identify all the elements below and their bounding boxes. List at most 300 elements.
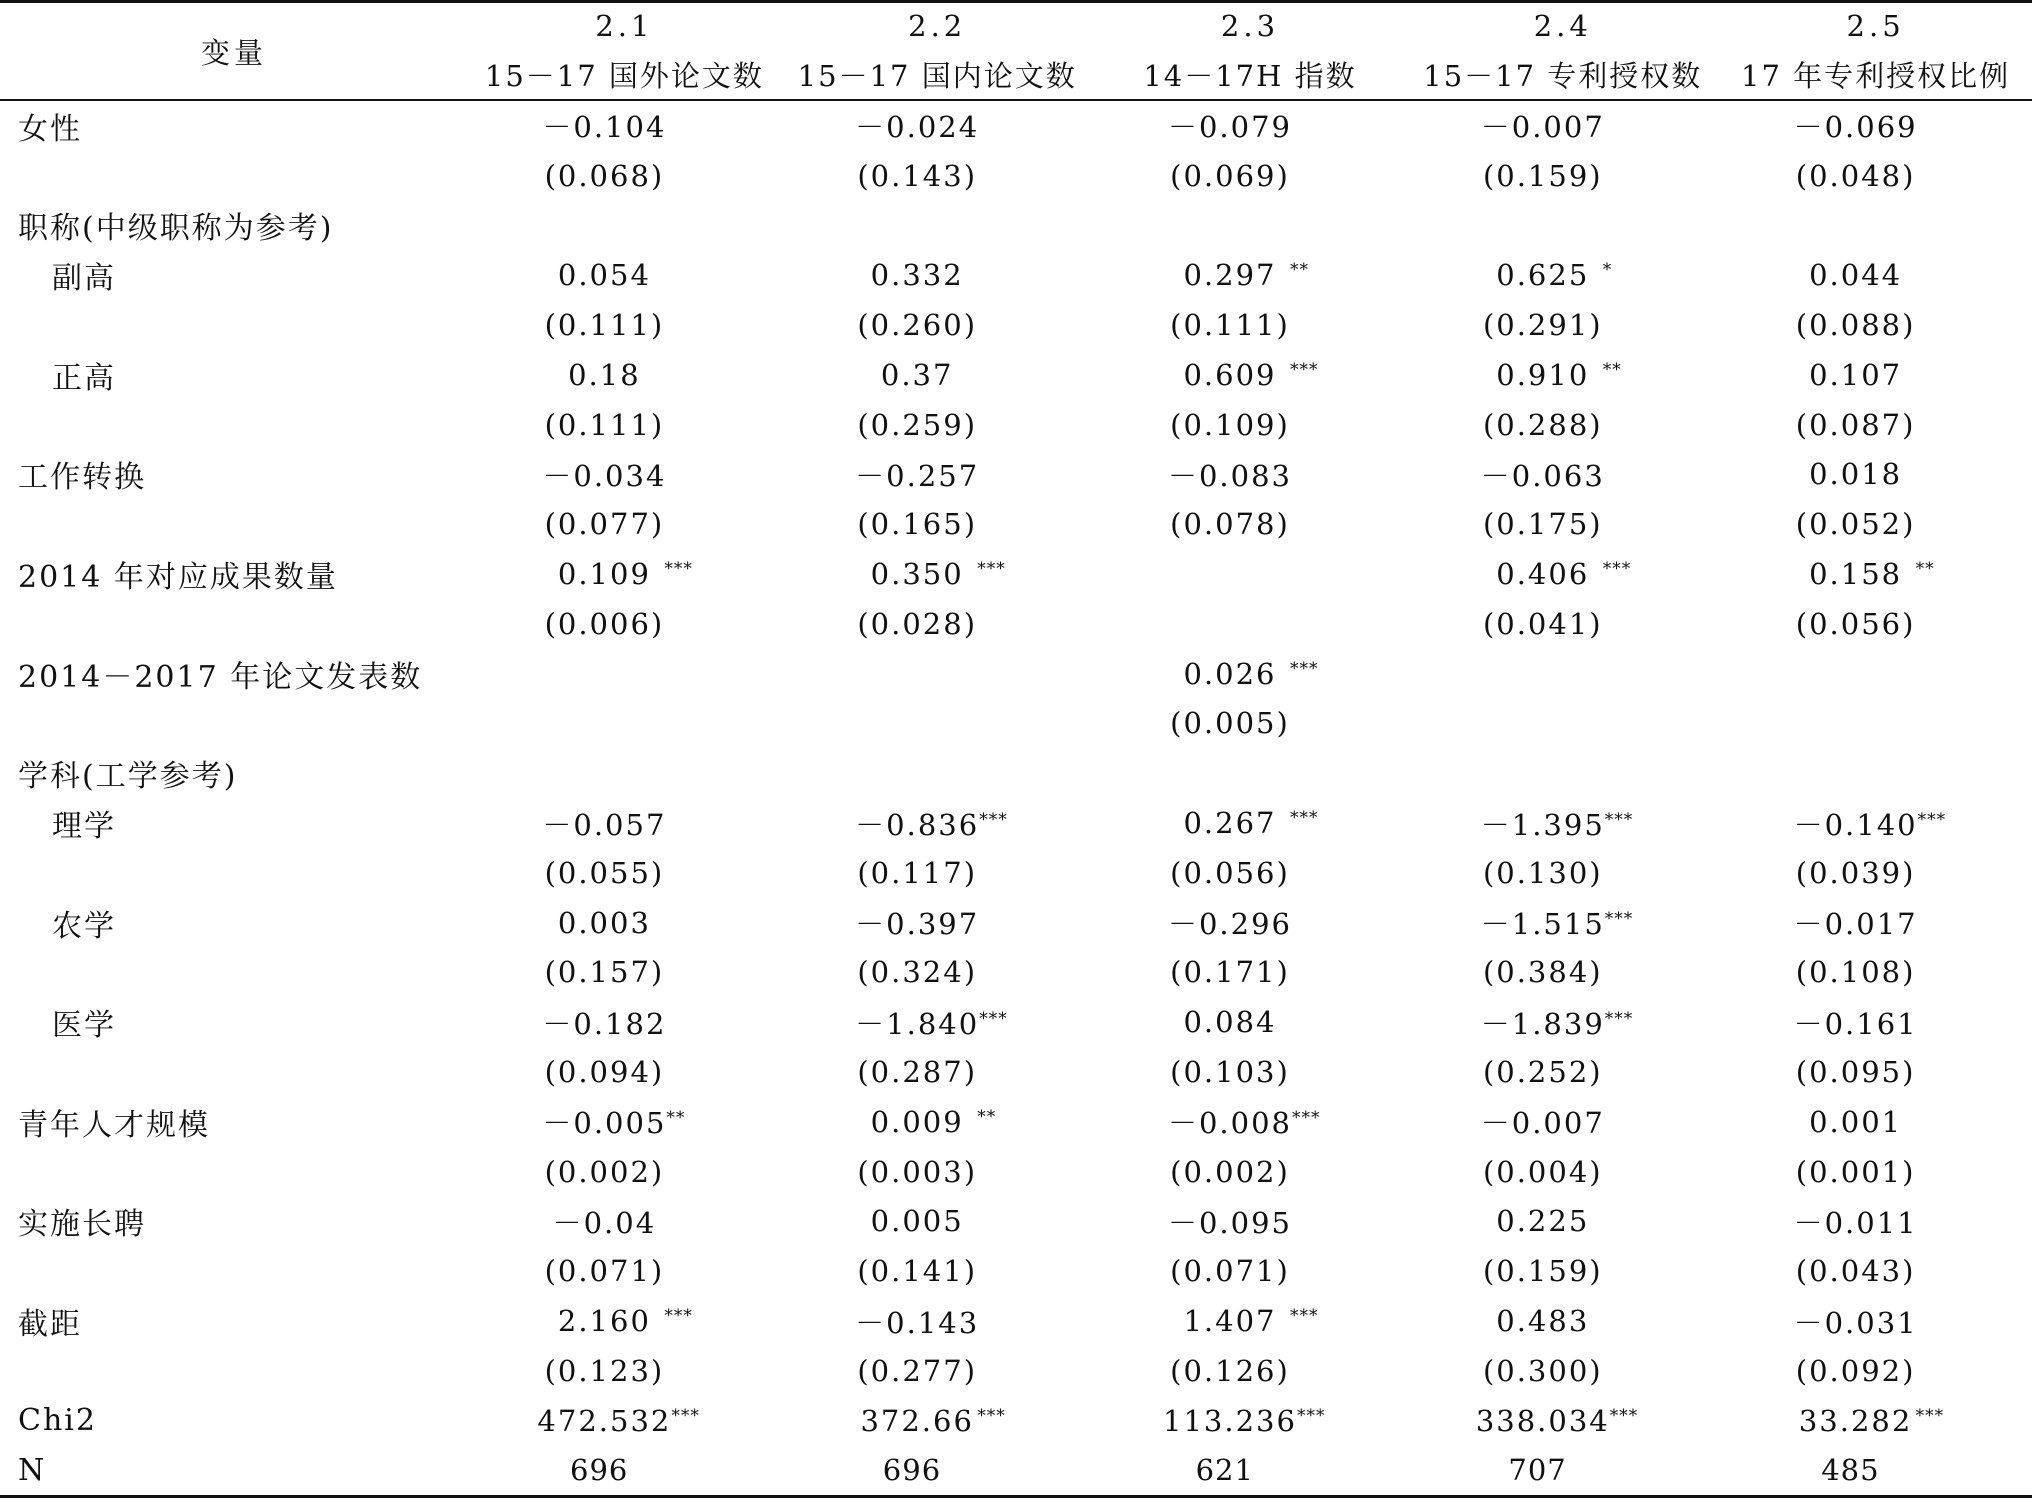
table-row (0, 1296, 2032, 1346)
cell (1094, 649, 1407, 699)
cell-value: (0.068) (544, 158, 665, 193)
cell (781, 1197, 1094, 1247)
cell-value: －0.024 (855, 110, 980, 145)
cell-value: 0.005 (870, 1204, 964, 1239)
cell-value: 0.054 (557, 258, 651, 293)
cell (1406, 350, 1719, 400)
cell (468, 898, 781, 948)
cell-value: 0.084 (1183, 1005, 1277, 1040)
cell (781, 549, 1094, 599)
cell (1094, 1246, 1407, 1296)
cell (1094, 100, 1407, 151)
significance-stars: *** (1289, 1306, 1319, 1327)
table-row (0, 1346, 2032, 1396)
cell-value: (0.088) (1795, 308, 1916, 343)
cell (781, 450, 1094, 500)
cell (1719, 1246, 2032, 1296)
cell (1406, 948, 1719, 998)
cell (1719, 649, 2032, 699)
cell (1406, 1147, 1719, 1197)
significance-stars: *** (1604, 909, 1634, 930)
cell-value: (0.039) (1795, 855, 1916, 890)
cell (1406, 599, 1719, 649)
cell (468, 151, 781, 201)
significance-stars: ** (1289, 260, 1309, 281)
cell-value: －0.04 (552, 1205, 657, 1240)
cell-value: －0.836 (855, 807, 980, 842)
cell (1094, 948, 1407, 998)
cell (1094, 848, 1407, 898)
table-row (0, 300, 2032, 350)
cell-value: (0.069) (1170, 158, 1290, 193)
table-row (0, 898, 2032, 948)
cell (1406, 748, 1719, 798)
cell (781, 649, 1094, 699)
row-label: 2014 年对应成果数量 (18, 560, 338, 596)
cell-value: (0.111) (544, 308, 665, 343)
cell-value: －0.031 (1793, 1305, 1918, 1340)
row-label: 实施长聘 (18, 1207, 146, 1243)
cell-value: (0.252) (1482, 1055, 1603, 1090)
cell (781, 997, 1094, 1047)
cell-value: 0.332 (870, 258, 964, 293)
table-row (0, 599, 2032, 649)
cell (468, 250, 781, 300)
column-label: 17 年专利授权比例 (1719, 49, 2032, 100)
cell-value: (0.130) (1482, 855, 1603, 890)
cell (1094, 898, 1407, 948)
cell (781, 898, 1094, 948)
n-cell: 621 (1094, 1446, 1407, 1497)
table-row (0, 499, 2032, 549)
significance-stars: *** (979, 809, 1008, 830)
cell (1406, 1346, 1719, 1396)
significance-stars: *** (671, 1405, 700, 1426)
cell (1719, 1047, 2032, 1097)
cell-value: －0.182 (542, 1006, 667, 1041)
cell (468, 100, 781, 151)
cell-value: 0.483 (1496, 1304, 1590, 1339)
cell-value: 0.297 (1183, 258, 1277, 293)
chi2-cell (1406, 1396, 1719, 1446)
cell-value: (0.095) (1795, 1055, 1916, 1090)
cell-value: －0.007 (1480, 1106, 1605, 1141)
significance-stars: *** (1289, 359, 1319, 380)
cell (1094, 1097, 1407, 1147)
cell (468, 1246, 781, 1296)
cell-value: 0.18 (568, 357, 641, 392)
cell (1406, 400, 1719, 450)
cell (781, 350, 1094, 400)
cell (468, 1097, 781, 1147)
cell-value: (0.117) (857, 855, 978, 890)
cell-value: 0.009 (870, 1104, 964, 1139)
significance-stars: *** (977, 1405, 1006, 1426)
cell (468, 1047, 781, 1097)
cell-value: (0.143) (857, 158, 978, 193)
row-label (0, 848, 468, 898)
cell (1094, 350, 1407, 400)
row-label (0, 699, 468, 749)
row-label (0, 151, 468, 201)
cell (1406, 300, 1719, 350)
cell-value: (0.108) (1795, 955, 1916, 990)
cell-value: (0.157) (544, 955, 665, 990)
table-row (0, 1097, 2032, 1147)
cell (468, 599, 781, 649)
cell-value: 0.026 (1183, 656, 1277, 691)
cell-value: 33.282 (1798, 1403, 1913, 1438)
cell-value: 0.225 (1496, 1204, 1590, 1239)
cell-value: (0.126) (1170, 1353, 1290, 1388)
cell-value: －0.057 (542, 807, 667, 842)
cell (468, 997, 781, 1047)
cell-value: －0.005 (542, 1106, 667, 1141)
cell (1719, 748, 2032, 798)
cell (1406, 201, 1719, 251)
cell (781, 1296, 1094, 1346)
row-label: Chi2 (18, 1403, 97, 1439)
cell (781, 748, 1094, 798)
cell-value: (0.001) (1795, 1154, 1916, 1189)
column-label: 14－17H 指数 (1094, 49, 1407, 100)
table-row (0, 848, 2032, 898)
cell (1719, 948, 2032, 998)
cell (1719, 1147, 2032, 1197)
cell-value: 0.406 (1496, 557, 1590, 592)
cell-value: 0.107 (1809, 357, 1903, 392)
cell-value: (0.324) (857, 955, 978, 990)
row-label (0, 1246, 468, 1296)
table-row (0, 748, 2032, 798)
table-row (0, 649, 2032, 699)
n-row (0, 1446, 2032, 1497)
cell (1719, 599, 2032, 649)
cell (781, 1346, 1094, 1396)
significance-stars: *** (1289, 658, 1319, 679)
cell-value: 0.001 (1809, 1104, 1903, 1139)
cell-value: (0.384) (1482, 955, 1603, 990)
cell (1094, 300, 1407, 350)
cell (1719, 848, 2032, 898)
cell (1094, 1047, 1407, 1097)
significance-stars: ** (1602, 359, 1622, 380)
cell (1719, 450, 2032, 500)
cell-value: (0.087) (1795, 407, 1916, 442)
cell-value: 0.109 (557, 557, 651, 592)
cell (1719, 350, 2032, 400)
cell-value: (0.123) (544, 1353, 665, 1388)
n-cell: 707 (1406, 1446, 1719, 1497)
cell (1719, 549, 2032, 599)
cell-value: (0.287) (857, 1055, 978, 1090)
row-label: 工作转换 (18, 460, 146, 496)
row-label (0, 599, 468, 649)
cell-value: (0.071) (544, 1254, 665, 1289)
cell-value: (0.103) (1170, 1055, 1290, 1090)
cell (781, 1147, 1094, 1197)
cell-value: －0.007 (1480, 110, 1605, 145)
cell (1719, 997, 2032, 1047)
cell-value: (0.111) (544, 407, 665, 442)
cell (1094, 400, 1407, 450)
cell-value: 0.044 (1809, 258, 1903, 293)
cell-value: 1.407 (1183, 1304, 1277, 1339)
significance-stars: *** (1915, 1405, 1945, 1426)
cell (1094, 450, 1407, 500)
cell (1719, 1346, 2032, 1396)
cell (1094, 250, 1407, 300)
chi2-cell (1094, 1396, 1407, 1446)
row-label: 理学 (52, 809, 116, 845)
significance-stars: *** (1292, 1108, 1321, 1129)
cell (781, 948, 1094, 998)
cell-value: (0.111) (1170, 308, 1290, 343)
row-label: 女性 (18, 111, 82, 147)
chi2-cell (781, 1396, 1094, 1446)
table-row (0, 948, 2032, 998)
cell-value: 0.267 (1183, 806, 1277, 841)
cell-value: 0.158 (1809, 557, 1903, 592)
row-label (0, 948, 468, 998)
row-label (0, 499, 468, 549)
significance-stars: *** (1917, 809, 1947, 830)
significance-stars: *** (1604, 809, 1634, 830)
table-row (0, 1246, 2032, 1296)
cell-value: －0.140 (1793, 807, 1918, 842)
cell (781, 250, 1094, 300)
table-row (0, 250, 2032, 300)
cell (1094, 151, 1407, 201)
table-row (0, 997, 2032, 1047)
cell (1719, 898, 2032, 948)
cell-value: (0.056) (1795, 606, 1916, 641)
variable-header: 变量 (0, 2, 468, 101)
cell (1406, 549, 1719, 599)
row-label (0, 1047, 468, 1097)
cell-value: －0.095 (1167, 1205, 1292, 1240)
cell-value: 0.37 (880, 357, 954, 392)
cell-value: 338.034 (1475, 1403, 1610, 1438)
significance-stars: *** (664, 1306, 693, 1327)
cell-value: (0.071) (1170, 1254, 1290, 1289)
column-number-row (0, 2, 2032, 50)
column-label: 15－17 国内论文数 (781, 49, 1094, 100)
cell (1406, 1296, 1719, 1346)
cell-value: 0.350 (870, 557, 964, 592)
cell-value: (0.003) (857, 1154, 978, 1189)
cell (468, 699, 781, 749)
cell (781, 1047, 1094, 1097)
cell-value: (0.141) (857, 1254, 978, 1289)
cell (1094, 699, 1407, 749)
cell (1094, 1197, 1407, 1247)
cell (1406, 499, 1719, 549)
cell (1719, 201, 2032, 251)
cell-value: －0.257 (855, 458, 980, 493)
cell-value: (0.092) (1795, 1353, 1916, 1388)
column-label: 15－17 国外论文数 (468, 49, 781, 100)
significance-stars: *** (979, 1008, 1008, 1029)
cell (1094, 1147, 1407, 1197)
cell (1094, 997, 1407, 1047)
significance-stars: ** (666, 1108, 686, 1129)
cell (781, 1097, 1094, 1147)
cell (468, 201, 781, 251)
row-label: 副高 (52, 261, 116, 297)
cell-value: (0.165) (857, 507, 978, 542)
row-label: 正高 (52, 360, 116, 396)
cell (1719, 1296, 2032, 1346)
cell (1719, 699, 2032, 749)
cell-value: －0.296 (1167, 907, 1292, 942)
cell-value: (0.159) (1482, 158, 1603, 193)
cell (781, 599, 1094, 649)
cell (468, 350, 781, 400)
significance-stars: *** (1604, 1008, 1634, 1029)
cell (1719, 400, 2032, 450)
cell-value: (0.171) (1170, 955, 1290, 990)
significance-stars: *** (1289, 808, 1319, 829)
cell (1406, 699, 1719, 749)
cell (781, 1246, 1094, 1296)
table-body (0, 100, 2032, 1497)
n-cell: 485 (1719, 1446, 2032, 1497)
cell (781, 100, 1094, 151)
cell-value: －0.143 (855, 1305, 980, 1340)
table-row (0, 151, 2032, 201)
table-row (0, 549, 2032, 599)
cell (1094, 1296, 1407, 1346)
cell (781, 798, 1094, 848)
cell-value: (0.094) (544, 1055, 665, 1090)
cell-value: 472.532 (537, 1403, 672, 1438)
cell-value: (0.288) (1482, 407, 1603, 442)
n-cell: 696 (468, 1446, 781, 1497)
cell-value: (0.028) (857, 606, 978, 641)
row-label (0, 1147, 468, 1197)
cell-value: (0.109) (1170, 407, 1290, 442)
cell-value: －0.017 (1793, 907, 1918, 942)
cell-value: 0.003 (557, 905, 651, 940)
table-row (0, 699, 2032, 749)
cell-value: －0.161 (1793, 1006, 1918, 1041)
chi2-row (0, 1396, 2032, 1446)
cell-value: (0.159) (1482, 1254, 1603, 1289)
significance-stars: *** (1296, 1405, 1326, 1426)
cell (468, 649, 781, 699)
cell-value: －0.008 (1167, 1106, 1292, 1141)
cell (1406, 798, 1719, 848)
significance-stars: *** (1602, 559, 1632, 580)
column-number: 2.3 (1094, 2, 1407, 50)
cell (468, 450, 781, 500)
cell-value: (0.055) (544, 855, 665, 890)
table-row (0, 1047, 2032, 1097)
cell (781, 699, 1094, 749)
cell (1719, 250, 2032, 300)
table-row (0, 1147, 2032, 1197)
cell-value: －1.839 (1480, 1006, 1605, 1041)
chi2-cell (468, 1396, 781, 1446)
cell-value: (0.005) (1170, 706, 1290, 741)
cell (468, 848, 781, 898)
cell (468, 1197, 781, 1247)
row-label (0, 1346, 468, 1396)
cell (1406, 151, 1719, 201)
table-row (0, 450, 2032, 500)
cell (468, 549, 781, 599)
cell (1719, 100, 2032, 151)
cell-value: (0.056) (1170, 855, 1290, 890)
cell (781, 400, 1094, 450)
table-row (0, 100, 2032, 151)
cell (1406, 1246, 1719, 1296)
cell (1719, 151, 2032, 201)
cell-value: －0.063 (1480, 458, 1605, 493)
significance-stars: *** (664, 559, 693, 580)
cell (1406, 250, 1719, 300)
cell-value: －0.011 (1793, 1205, 1918, 1240)
cell (1094, 499, 1407, 549)
cell (781, 499, 1094, 549)
cell-value: 2.160 (557, 1304, 651, 1339)
table-row (0, 400, 2032, 450)
table-row (0, 350, 2032, 400)
cell (781, 300, 1094, 350)
table-row (0, 201, 2032, 251)
cell-value: (0.277) (857, 1353, 978, 1388)
cell-value: (0.078) (1170, 507, 1290, 542)
cell-value: －0.104 (542, 110, 667, 145)
cell-value: (0.260) (857, 308, 978, 343)
cell-value: －0.079 (1167, 110, 1292, 145)
cell-value: (0.041) (1482, 606, 1603, 641)
cell (1719, 499, 2032, 549)
row-label: 职称(中级职称为参考) (18, 211, 334, 247)
significance-stars: *** (977, 559, 1006, 580)
cell (468, 1346, 781, 1396)
cell (1094, 599, 1407, 649)
cell (781, 151, 1094, 201)
cell-value: (0.077) (544, 507, 665, 542)
row-label: 青年人才规模 (18, 1107, 210, 1143)
cell (1406, 997, 1719, 1047)
cell (1719, 1197, 2032, 1247)
cell (1094, 1346, 1407, 1396)
column-number: 2.4 (1406, 2, 1719, 50)
cell (468, 1296, 781, 1346)
row-label: 医学 (52, 1008, 116, 1044)
cell-value: (0.004) (1482, 1154, 1603, 1189)
significance-stars: * (1602, 260, 1613, 281)
table-row (0, 798, 2032, 848)
cell (1094, 549, 1407, 599)
cell (1719, 300, 2032, 350)
cell-value: 113.236 (1163, 1403, 1297, 1438)
cell-value: 0.018 (1809, 457, 1903, 492)
cell-value: －0.069 (1793, 110, 1918, 145)
cell-value: －0.397 (855, 907, 980, 942)
column-label: 15－17 专利授权数 (1406, 49, 1719, 100)
cell-value: (0.006) (544, 606, 665, 641)
cell (468, 300, 781, 350)
cell (1094, 201, 1407, 251)
significance-stars: ** (977, 1106, 997, 1127)
cell-value: －1.840 (855, 1006, 980, 1041)
cell-value: －0.083 (1167, 458, 1292, 493)
cell (1094, 798, 1407, 848)
